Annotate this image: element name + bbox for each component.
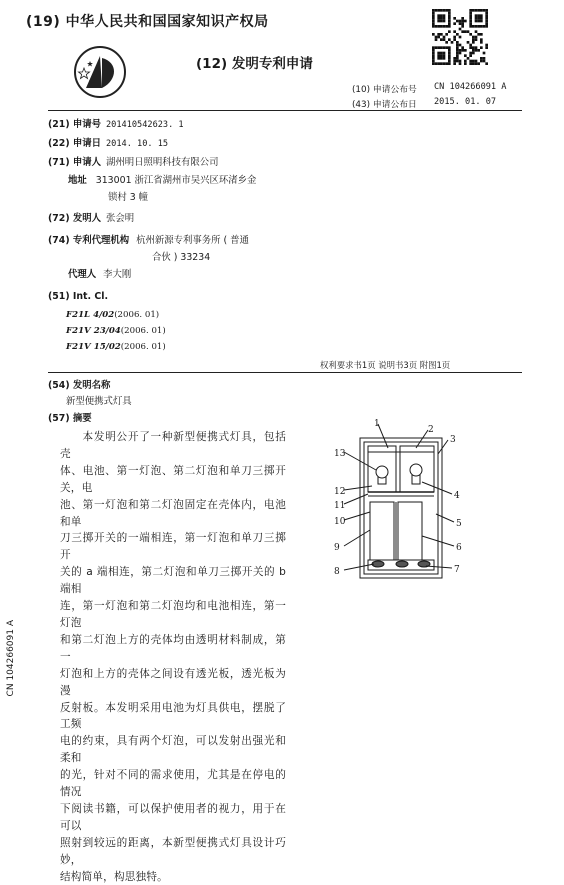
filing-date-label: (22) 申请日	[48, 138, 102, 149]
publication-date-label: (43) 申请公布日	[352, 100, 417, 110]
inventor-row	[48, 212, 134, 225]
abstract-line: 刀三掷开关的一端相连，第一灯泡和单刀三掷开	[60, 532, 286, 562]
abstract-line: 的光，针对不同的需求使用，尤其是在停电的情况	[60, 769, 286, 799]
figure-ref-label: 4	[454, 491, 460, 501]
abstract-text	[60, 429, 286, 885]
abstract-label: (57) 摘要	[48, 413, 92, 424]
agency-row	[48, 234, 249, 247]
inventor: 张会明	[106, 213, 135, 224]
address-row	[68, 174, 256, 187]
qr-code	[432, 9, 488, 65]
abstract-line: 本发明公开了一种新型便携式灯具，包括壳	[60, 431, 286, 460]
cnipa-logo	[72, 44, 128, 100]
agency-line2: 合伙 ) 33234	[152, 252, 211, 263]
agent-label: 代理人	[68, 269, 97, 280]
abstract-line: 体、电池、第一灯泡、第二灯泡和单刀三掷开关，电	[60, 464, 286, 494]
figure-ref-label: 6	[456, 543, 462, 553]
filing-date: 2014. 10. 15	[106, 139, 169, 149]
figure-ref-label: 1	[374, 419, 380, 429]
agency-label: (74) 专利代理机构	[48, 235, 130, 246]
abstract-line: 照射到较远的距离，本新型便携式灯具设计巧妙，	[60, 836, 286, 866]
abstract-line: 关的 a 端相连，第二灯泡和单刀三掷开关的 b 端相	[60, 566, 286, 596]
agent-row	[68, 268, 131, 281]
address-line1: 313001 浙江省湖州市吴兴区环渚乡金	[95, 175, 257, 186]
abstract-line: 反射板。本发明采用电池为灯具供电，摆脱了工频	[60, 701, 286, 731]
ipc-entry: F21L 4/02(2006. 01)	[66, 310, 160, 320]
abstract-line: 电的约束，具有两个灯泡，可以发射出强光和柔和	[60, 735, 286, 765]
figure-ref-label: 10	[334, 517, 346, 527]
figure-ref-label: 3	[450, 435, 456, 445]
invention-name-label: (54) 发明名称	[48, 380, 111, 391]
figure-ref-label: 2	[428, 425, 434, 435]
application-number-row	[48, 118, 184, 132]
applicant-label: (71) 申请人	[48, 157, 102, 168]
document-kind: (12) 发明专利申请	[196, 56, 313, 72]
filing-date-row	[48, 137, 168, 151]
office-name: (19) 中华人民共和国国家知识产权局	[26, 14, 269, 30]
figure-ref-label: 13	[334, 449, 346, 459]
agency-line1: 杭州新源专利事务所 ( 普通	[136, 235, 249, 246]
abstract-line: 灯泡和上方的壳体之间设有透光板，透光板为漫	[60, 667, 286, 697]
invention-name: 新型便携式灯具	[66, 396, 132, 407]
inventor-label: (72) 发明人	[48, 213, 102, 224]
figure-ref-label: 12	[334, 487, 346, 497]
address-label: 地址	[68, 175, 87, 186]
figure-ref-label: 5	[456, 519, 462, 529]
abstract-line: 池、第一灯泡和第二灯泡固定在壳体内，电池和单	[60, 498, 286, 528]
figure-ref-label: 7	[454, 565, 460, 575]
biblio-divider	[48, 372, 522, 373]
figure-ref-label: 9	[334, 543, 340, 553]
lamp-figure	[298, 418, 488, 596]
ipc-list	[66, 307, 166, 355]
publication-number: CN 104266091 A	[434, 82, 507, 92]
pages-info: 权利要求书1页 说明书3页 附图1页	[320, 360, 451, 370]
address-line2: 锁村 3 幢	[108, 192, 149, 203]
abstract-line: 连，第一灯泡和第二灯泡均和电池相连，第一灯泡	[60, 600, 286, 629]
publication-number-label: (10) 申请公布号	[352, 85, 417, 95]
agent: 李大刚	[103, 269, 132, 280]
ipc-entry: F21V 15/02(2006. 01)	[66, 342, 166, 352]
publication-date: 2015. 01. 07	[434, 97, 497, 107]
applicant-row	[48, 156, 219, 169]
figure-ref-label: 8	[334, 567, 340, 577]
abstract-line: 下阅读书籍，可以保护使用者的视力，用于在可以	[60, 802, 286, 832]
ipc-entry: F21V 23/04(2006. 01)	[66, 326, 166, 336]
abstract-line: 和第二灯泡上方的壳体均由透明材料制成，第一	[60, 633, 286, 663]
intcl-label: (51) Int. Cl.	[48, 291, 109, 302]
header-divider	[48, 110, 522, 111]
application-number-label: (21) 申请号	[48, 119, 102, 130]
application-number: 201410542623. 1	[106, 120, 184, 130]
applicant: 湖州明日照明科技有限公司	[106, 157, 219, 168]
abstract-line: 结构简单，构思独特。	[60, 870, 168, 883]
figure-ref-label: 11	[334, 501, 346, 511]
side-publication-number: CN 104266091 A	[6, 620, 16, 697]
